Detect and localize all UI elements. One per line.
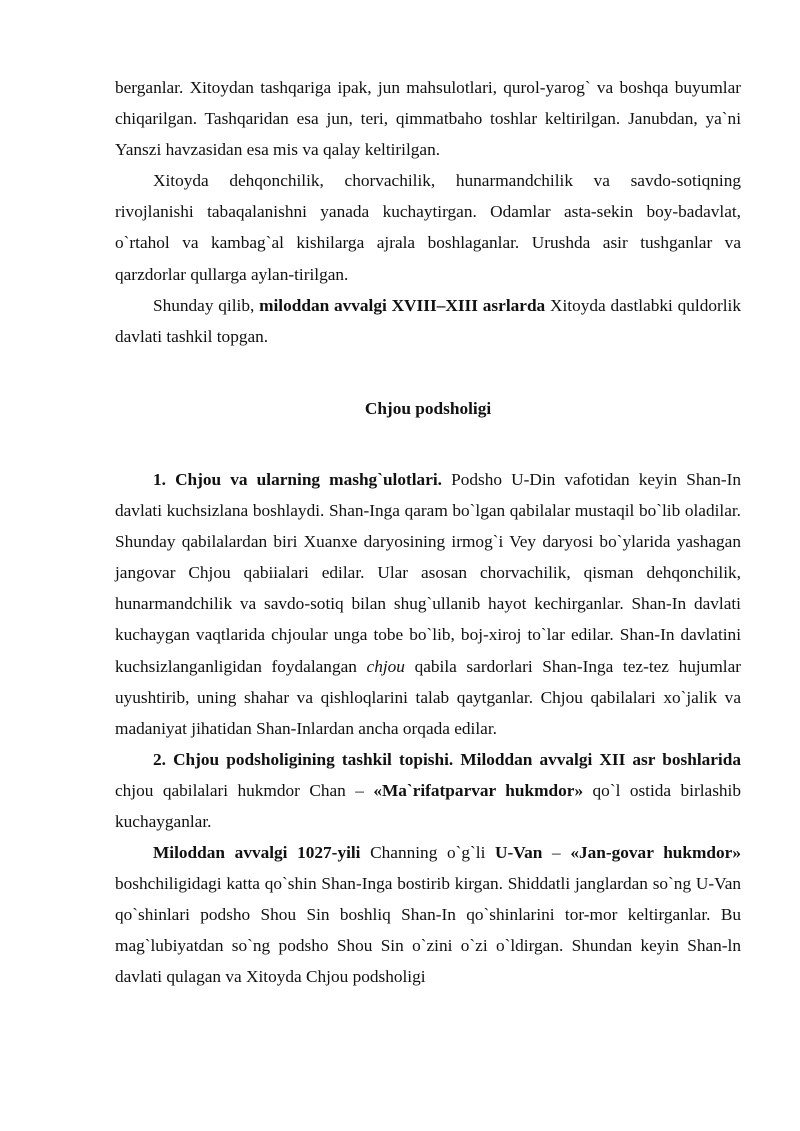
italic-term: chjou bbox=[366, 656, 405, 676]
bold-epithet: «Jan-govar hukmdor» bbox=[570, 843, 741, 863]
paragraph-text: Xitoyda dehqonchilik, chorvachilik, hunarmandchilik va savdo-sotiqning rivojlanishi tabaqalanishni yanada kuchaytirgan. Odamlar asta-sekin boy-badavlat, o`rtahol va kambag`al kishilarga ajrala boshlaganlar. Urushda asir tushganlar va qarzdorlar qullarga aylan-tirilgan. bbox=[115, 171, 741, 284]
paragraph-text: chjou qabilalari hukmdor Chan – bbox=[115, 780, 374, 800]
page-content bbox=[115, 72, 741, 993]
paragraph-text: qo`l ostida birlashib kuchayganlar. bbox=[115, 780, 742, 831]
paragraph-text: Channing o`g`li bbox=[360, 843, 496, 863]
paragraph-text: Xitoyda dastlabki quldorlik davlati tashkil topgan. bbox=[115, 295, 741, 346]
paragraph-text: – bbox=[542, 843, 571, 863]
paragraph-text: boshchiligidagi katta qo`shin Shan-Inga bostirib kirgan. Shiddatli janglardan so`ng U-Van qo`shinlari podsho Shou Sin boshliq Shan-In qo`shinlarini tor-mor keltirganlar. Bu mag`lubiyatdan so`ng podsho Shou Sin o`zini o`zi o`ldirgan. Shundan keyin Shan-ln davlati qulagan va Xitoyda Chjou podsholigi bbox=[115, 874, 741, 987]
paragraph bbox=[115, 72, 741, 165]
paragraph bbox=[115, 837, 741, 992]
subsection-title: 1. Chjou va ularning mashg`ulotlari. bbox=[153, 469, 442, 489]
paragraph bbox=[115, 290, 741, 352]
bold-date-phrase: Miloddan avvalgi 1027-yili bbox=[153, 843, 361, 863]
subsection-title: 2. Chjou podsholigining tashkil topishi. Miloddan avvalgi XII asr boshlarida bbox=[153, 749, 741, 769]
bold-date-phrase: miloddan avvalgi XVIII–XIII asrlarda bbox=[259, 295, 546, 315]
paragraph bbox=[115, 744, 741, 837]
paragraph-text: Shunday qilib, bbox=[153, 295, 260, 315]
paragraph-text: qabila sardorlari Shan-Inga tez-tez hujumlar uyushtirib, uning shahar va qishloqlarini talab qaytganlar. Chjou qabilalari xo`jalik va madaniyat jihatidan Shan-Inlardan ancha orqada edilar. bbox=[115, 656, 741, 738]
bold-epithet: «Ma`rifatparvar hukmdor» bbox=[373, 780, 584, 800]
paragraph bbox=[115, 464, 741, 744]
paragraph-text: Podsho U-Din vafotidan keyin Shan-In davlati kuchsizlana boshlaydi. Shan-Inga qaram bo`lgan qabilalar mustaqil bo`lib oladilar. Shunday qabilalardan biri Xuanxe daryosining irmog`i Vey daryosi bo`ylarida yashagan jangovar Chjou qabiialari edilar. Ular asosan chorvachilik, qisman dehqonchilik, hunarmandchilik va savdo-sotiq bilan shug`ullanib hayot kechirganlar. Shan-In davlati kuchaygan vaqtlarida chjoular unga tobe bo`lib, boj-xiroj to`lar edilar. Shan-In davlatini kuchsizlanganligidan foydalangan bbox=[115, 469, 741, 676]
section-heading: Chjou podsholigi bbox=[364, 398, 492, 418]
paragraph bbox=[115, 165, 741, 289]
bold-name: U-Van bbox=[495, 843, 543, 863]
paragraph-text: berganlar. Xitoydan tashqariga ipak, jun mahsulotlari, qurol-yarog` va boshqa buyumlar chiqarilgan. Tashqaridan esa jun, teri, qimmatbaho toshlar keltirilgan. Janubdan, ya`ni Yanszi havzasidan esa mis va qalay keltirilgan. bbox=[115, 78, 741, 160]
